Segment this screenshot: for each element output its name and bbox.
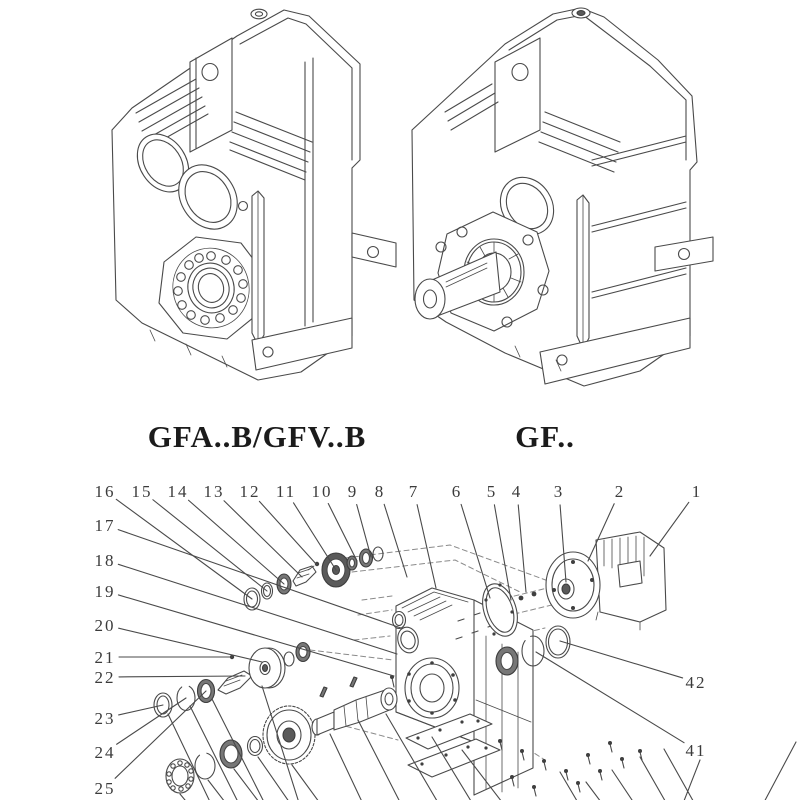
leader-line-16: [116, 499, 252, 599]
part-number-17: 17: [94, 516, 116, 535]
leader-line-4: [518, 505, 526, 592]
leader-line-24: [117, 698, 186, 744]
leader-line-15: [153, 500, 267, 591]
part-number-11: 11: [275, 482, 297, 501]
part-number-6: 6: [451, 482, 463, 501]
leader-line-7: [417, 505, 436, 588]
part-number-18: 18: [94, 551, 116, 570]
part-number-25: 25: [94, 779, 116, 798]
part-number-21: 21: [94, 648, 116, 667]
part-number-24: 24: [94, 743, 116, 762]
exploded-view-diagram: [95, 482, 797, 800]
part-number-10: 10: [311, 482, 333, 501]
leader-line-1: [650, 502, 689, 556]
part-number-1: 1: [691, 482, 703, 501]
leader-line-10: [328, 504, 357, 561]
part-number-19: 19: [94, 582, 116, 601]
leader-line-8: [384, 504, 407, 577]
part-number-4: 4: [511, 482, 523, 501]
part-number-13: 13: [203, 482, 225, 501]
part-number-12: 12: [239, 482, 261, 501]
part-number-3: 3: [553, 482, 565, 501]
part-number-15: 15: [131, 482, 153, 501]
leader-line-11: [293, 503, 336, 570]
gear-unit-drawing-right: [412, 8, 713, 386]
part-number-7: 7: [408, 482, 420, 501]
leader-line-41: [536, 652, 684, 743]
model-label-left: GFA..B/GFV..B: [147, 419, 367, 454]
part-number-5: 5: [486, 482, 498, 501]
part-number-20: 20: [94, 616, 116, 635]
leader-line-22: [119, 676, 245, 677]
gear-unit-drawing-left: [112, 9, 396, 380]
part-number-8: 8: [374, 482, 386, 501]
part-number-41: 41: [685, 741, 707, 760]
part-number-2: 2: [614, 482, 626, 501]
part-number-22: 22: [94, 668, 116, 687]
part-number-23: 23: [94, 709, 116, 728]
part-number-14: 14: [167, 482, 189, 501]
model-label-right: GF..: [515, 419, 575, 454]
part-number-9: 9: [347, 482, 359, 501]
input-shaft-assembly: [244, 547, 383, 610]
leader-line-42: [560, 641, 683, 678]
leader-line-12: [259, 501, 317, 565]
part-number-42: 42: [685, 673, 707, 692]
part-number-16: 16: [94, 482, 116, 501]
leader-line-17: [118, 530, 401, 628]
